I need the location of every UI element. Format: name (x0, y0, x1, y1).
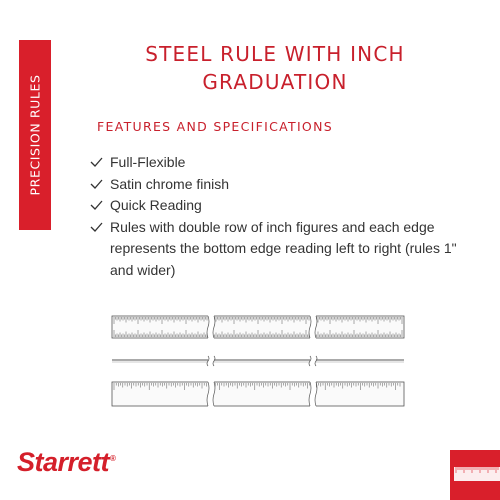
feature-text: Quick Reading (110, 197, 202, 213)
logo-registered-mark: ® (110, 454, 116, 463)
section-heading: FEATURES AND SPECIFICATIONS (97, 119, 333, 134)
feature-item (90, 174, 475, 196)
checkmark-icon (90, 179, 103, 189)
page-title-line-1: STEEL RULE WITH INCH (145, 42, 405, 66)
feature-text: Satin chrome finish (110, 175, 230, 192)
ruler-icon (450, 450, 500, 500)
starrett-logo (17, 447, 115, 478)
logo-wordmark: Starrett (17, 447, 110, 477)
feature-item (90, 195, 475, 217)
rule-bottom-view (112, 381, 404, 407)
page-title (70, 40, 480, 96)
feature-item (90, 152, 475, 174)
side-banner-label: PRECISION RULES (27, 74, 43, 196)
rule-edge-view (112, 355, 404, 367)
side-banner (19, 40, 51, 230)
feature-text: Rules with double row of inch figures and each edge represents the bottom edge reading left to right (rules 1" and wider) (110, 218, 457, 278)
feature-list (90, 152, 475, 281)
checkmark-icon (90, 200, 103, 210)
feature-text: Full-Flexible (110, 154, 186, 170)
checkmark-icon (90, 222, 103, 232)
corner-badge (450, 450, 500, 500)
checkmark-icon (90, 157, 103, 167)
rule-top-view (112, 315, 404, 339)
steel-rule-illustration (110, 312, 408, 418)
page-title-line-2: GRADUATION (202, 70, 348, 94)
feature-item (90, 217, 475, 282)
